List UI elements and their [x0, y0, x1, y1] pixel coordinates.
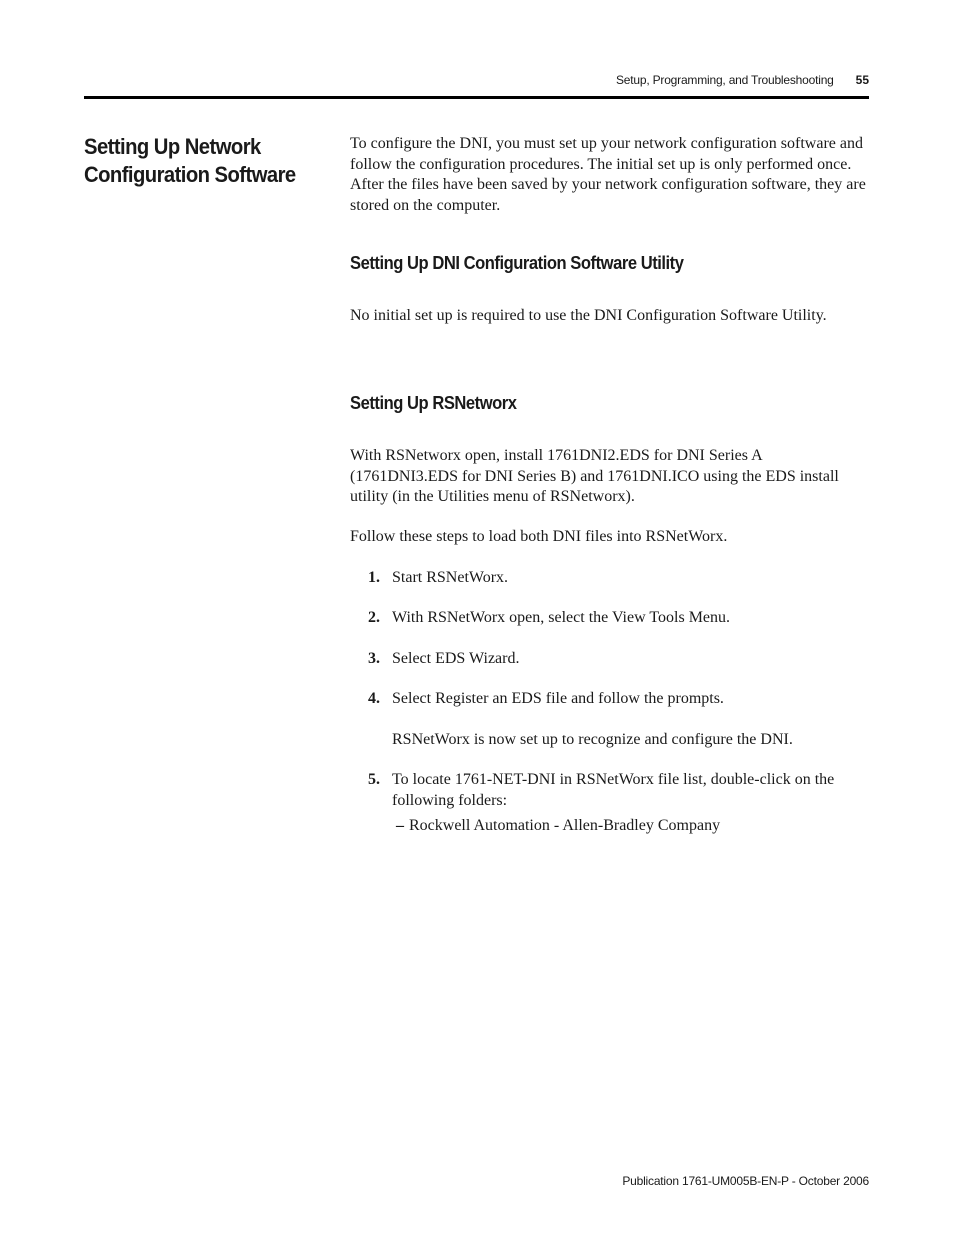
steps-intro-block [350, 527, 870, 548]
step-text: With RSNetWorx open, select the View Tools Menu. [392, 609, 731, 626]
step-text: Select Register an EDS file and follow the prompts. [392, 690, 724, 707]
steps-intro: Follow these steps to load both DNI files into RSNetWorx. [350, 528, 728, 545]
section2-paragraph: With RSNetworx open, install 1761DNI2.EDS for DNI Series A (1761DNI3.EDS for DNI Series B) and 1761DNI.ICO using the EDS install utility (in the Utilities menu of RSNetworx). [350, 447, 839, 505]
section1-heading-block [350, 253, 870, 274]
section2-body-block [350, 446, 870, 508]
section1-body-block [350, 306, 870, 327]
section1-heading: Setting Up DNI Configuration Software Utility [350, 253, 684, 273]
section2-heading-block [350, 393, 870, 414]
bullet-text: Rockwell Automation - Allen-Bradley Company [409, 817, 721, 834]
step-text: Select EDS Wizard. [392, 650, 520, 667]
footer-publication: Publication 1761-UM005B-EN-P - October 2006 [622, 1174, 869, 1188]
step-text: Start RSNetWorx. [392, 569, 509, 586]
step-number: 2. [368, 609, 380, 626]
step-number: 4. [368, 690, 380, 707]
intro-block [350, 134, 870, 216]
running-header [84, 73, 869, 93]
intro-paragraph: To configure the DNI, you must set up your network configuration software and follow the configuration procedures. The initial set up is only performed once. After the files have been saved by your network configuration software, they are stored on the computer. [350, 135, 866, 214]
header-rule [84, 96, 869, 99]
step-number: 1. [368, 569, 380, 586]
section1-paragraph: No initial set up is required to use the DNI Configuration Software Utility. [350, 307, 827, 324]
step4-note: RSNetWorx is now set up to recognize and configure the DNI. [392, 731, 793, 748]
page-number: 55 [855, 73, 869, 87]
side-heading: Setting Up Network Configuration Software [84, 134, 296, 187]
bullet-dash: – [396, 817, 404, 834]
running-header-title: Setup, Programming, and Troubleshooting [615, 73, 834, 87]
section2-heading: Setting Up RSNetworx [350, 393, 517, 413]
step-number: 3. [368, 650, 380, 667]
step5-bullet [396, 816, 866, 837]
step-text: To locate 1761-NET-DNI in RSNetWorx file list, double-click on the following folders: [392, 771, 835, 809]
step-number: 5. [368, 771, 380, 788]
